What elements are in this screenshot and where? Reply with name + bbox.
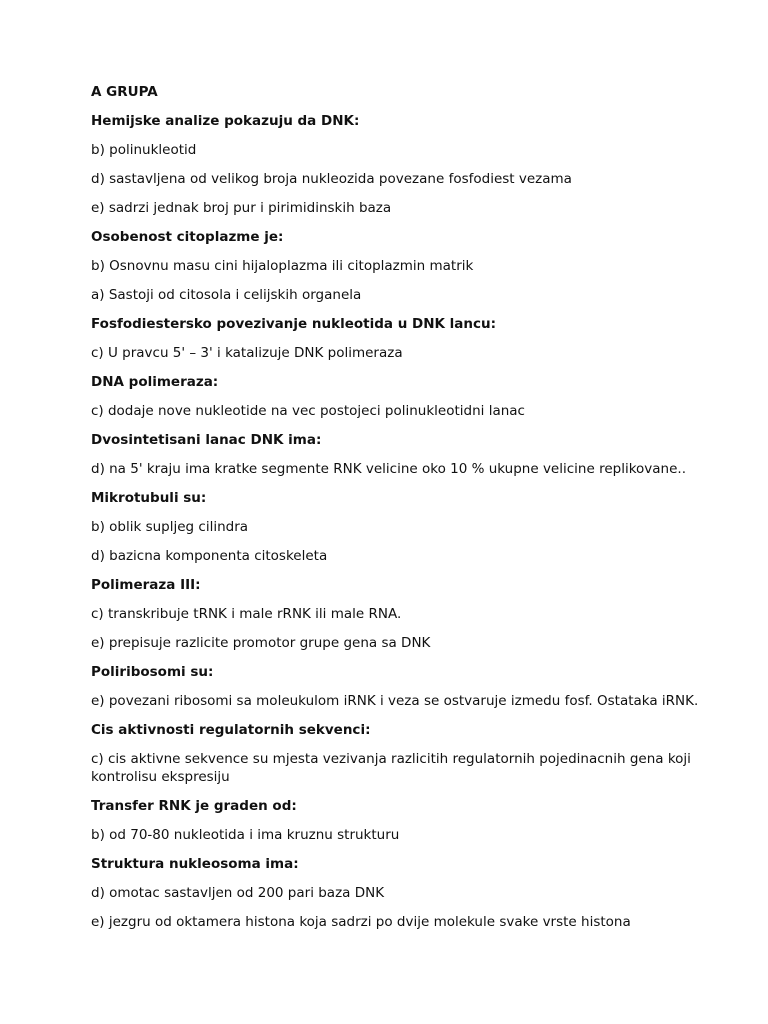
answer-line: b) od 70-80 nukleotida i ima kruznu strukturu	[91, 827, 400, 843]
answer-line: e) jezgru od oktamera histona koja sadrzi po dvije molekule svake vrste histona	[91, 914, 631, 930]
answer-line: c) cis aktivne sekvence su mjesta vezivanja razlicitih regulatornih pojedinacnih gena koji kontrolisu ekspresiju	[91, 751, 691, 785]
answer-line: b) polinukleotid	[91, 142, 197, 158]
document-body	[91, 83, 699, 942]
answer-line: d) omotac sastavljen od 200 pari baza DNK	[91, 885, 385, 901]
question-heading: DNA polimeraza:	[91, 374, 219, 390]
answer-line: e) prepisuje razlicite promotor grupe gena sa DNK	[91, 635, 431, 651]
answer-line: e) povezani ribosomi sa moleukulom iRNK i veza se ostvaruje izmedu fosf. Ostataka iRNK.	[91, 693, 699, 709]
answer-line: d) sastavljena od velikog broja nukleozida povezane fosfodiest vezama	[91, 171, 572, 187]
question-heading: Mikrotubuli su:	[91, 490, 207, 506]
question-heading: Osobenost citoplazme je:	[91, 229, 284, 245]
answer-line: c) U pravcu 5' – 3' i katalizuje DNK polimeraza	[91, 345, 403, 361]
question-heading: Struktura nukleosoma ima:	[91, 856, 299, 872]
answer-line: c) dodaje nove nukleotide na vec postojeci polinukleotidni lanac	[91, 403, 525, 419]
answer-line: b) Osnovnu masu cini hijaloplazma ili citoplazmin matrik	[91, 258, 474, 274]
question-heading: A GRUPA	[91, 84, 158, 100]
question-heading: Transfer RNK je graden od:	[91, 798, 297, 814]
answer-line: e) sadrzi jednak broj pur i pirimidinskih baza	[91, 200, 392, 216]
answer-line: d) na 5' kraju ima kratke segmente RNK velicine oko 10 % ukupne velicine replikovane..	[91, 461, 686, 477]
answer-line: b) oblik supljeg cilindra	[91, 519, 249, 535]
answer-line: a) Sastoji od citosola i celijskih organela	[91, 287, 362, 303]
answer-line: d) bazicna komponenta citoskeleta	[91, 548, 328, 564]
question-heading: Polimeraza III:	[91, 577, 201, 593]
question-heading: Dvosintetisani lanac DNK ima:	[91, 432, 322, 448]
answer-line: c) transkribuje tRNK i male rRNK ili male RNA.	[91, 606, 402, 622]
question-heading: Hemijske analize pokazuju da DNK:	[91, 113, 360, 129]
question-heading: Poliribosomi su:	[91, 664, 214, 680]
question-heading: Fosfodiestersko povezivanje nukleotida u DNK lancu:	[91, 316, 497, 332]
question-heading: Cis aktivnosti regulatornih sekvenci:	[91, 722, 371, 738]
